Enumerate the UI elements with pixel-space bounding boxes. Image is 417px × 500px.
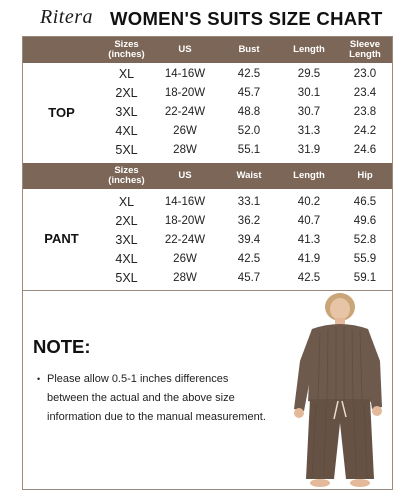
waist-cell: 39.4 xyxy=(237,234,261,246)
waist-cell: 42.5 xyxy=(237,253,261,265)
top-col-sizes: Sizes (inches) xyxy=(108,39,145,60)
model-photo xyxy=(278,291,388,489)
top-section-label: TOP xyxy=(48,105,75,120)
table-row xyxy=(23,230,392,250)
table-row xyxy=(23,192,392,212)
waist-cell: 45.7 xyxy=(237,272,261,284)
length-cell: 31.3 xyxy=(297,125,321,137)
length-cell: 31.9 xyxy=(297,144,321,156)
size-cell: 3XL xyxy=(115,105,138,119)
size-cell: XL xyxy=(118,67,135,81)
length-cell: 29.5 xyxy=(297,68,321,80)
sleeve-length-cell: 23.0 xyxy=(353,68,377,80)
pant-header-row xyxy=(23,163,392,189)
hip-cell: 52.8 xyxy=(353,234,377,246)
hip-cell: 59.1 xyxy=(353,272,377,284)
size-cell: XL xyxy=(118,195,135,209)
table-row xyxy=(23,102,392,122)
bust-cell: 55.1 xyxy=(237,144,261,156)
page-header xyxy=(0,0,417,36)
us-cell: 18-20W xyxy=(164,215,206,227)
hip-cell: 55.9 xyxy=(353,253,377,265)
note-text: Please allow 0.5-1 inches differences between the actual and the above size information due to the manual measurement. xyxy=(47,373,266,423)
length-cell: 42.5 xyxy=(297,272,321,284)
us-cell: 14-16W xyxy=(164,68,206,80)
brand-logo: Ritera xyxy=(40,6,93,28)
pant-table xyxy=(23,190,392,289)
us-cell: 22-24W xyxy=(164,234,206,246)
top-header-row xyxy=(23,37,392,63)
size-cell: 4XL xyxy=(115,124,138,138)
hip-cell: 49.6 xyxy=(353,215,377,227)
top-table xyxy=(23,64,392,163)
bust-cell: 42.5 xyxy=(237,68,261,80)
top-col-us: US xyxy=(178,44,192,55)
pant-col-hip: Hip xyxy=(357,170,373,181)
pant-col-length: Length xyxy=(293,170,325,181)
waist-cell: 33.1 xyxy=(237,196,261,208)
length-cell: 41.9 xyxy=(297,253,321,265)
pant-col-sizes: Sizes (inches) xyxy=(108,165,145,186)
table-row xyxy=(23,211,392,231)
table-row xyxy=(23,83,392,103)
bust-cell: 48.8 xyxy=(237,106,261,118)
size-cell: 2XL xyxy=(115,86,138,100)
length-cell: 40.7 xyxy=(297,215,321,227)
sleeve-length-cell: 23.8 xyxy=(353,106,377,118)
table-row xyxy=(23,249,392,269)
length-cell: 30.1 xyxy=(297,87,321,99)
note-body xyxy=(37,370,269,427)
top-col-sleeve-length: Sleeve Length xyxy=(349,39,381,60)
size-cell: 5XL xyxy=(115,143,138,157)
us-cell: 26W xyxy=(173,125,197,137)
size-cell: 3XL xyxy=(115,233,138,247)
us-cell: 18-20W xyxy=(164,87,206,99)
bust-cell: 45.7 xyxy=(237,87,261,99)
sleeve-length-cell: 24.6 xyxy=(353,144,377,156)
us-cell: 28W xyxy=(173,144,197,156)
page-title: WOMEN'S SUITS SIZE CHART xyxy=(110,8,383,29)
note-panel xyxy=(23,291,392,489)
pant-section-label: PANT xyxy=(44,231,79,246)
size-cell: 2XL xyxy=(115,214,138,228)
table-row xyxy=(23,140,392,160)
length-cell: 30.7 xyxy=(297,106,321,118)
bullet-icon: • xyxy=(37,374,41,384)
bust-cell: 52.0 xyxy=(237,125,261,137)
table-row xyxy=(23,64,392,84)
sleeve-length-cell: 23.4 xyxy=(353,87,377,99)
us-cell: 14-16W xyxy=(164,196,206,208)
top-col-bust: Bust xyxy=(238,44,260,55)
length-cell: 41.3 xyxy=(297,234,321,246)
table-row xyxy=(23,268,392,288)
pant-col-waist: Waist xyxy=(236,170,262,181)
us-cell: 28W xyxy=(173,272,197,284)
top-col-length: Length xyxy=(293,44,325,55)
us-cell: 22-24W xyxy=(164,106,206,118)
sleeve-length-cell: 24.2 xyxy=(353,125,377,137)
table-row xyxy=(23,121,392,141)
size-cell: 4XL xyxy=(115,252,138,266)
hip-cell: 46.5 xyxy=(353,196,377,208)
us-cell: 26W xyxy=(173,253,197,265)
length-cell: 40.2 xyxy=(297,196,321,208)
waist-cell: 36.2 xyxy=(237,215,261,227)
note-title: NOTE: xyxy=(33,336,91,357)
size-cell: 5XL xyxy=(115,271,138,285)
pant-col-us: US xyxy=(178,170,192,181)
